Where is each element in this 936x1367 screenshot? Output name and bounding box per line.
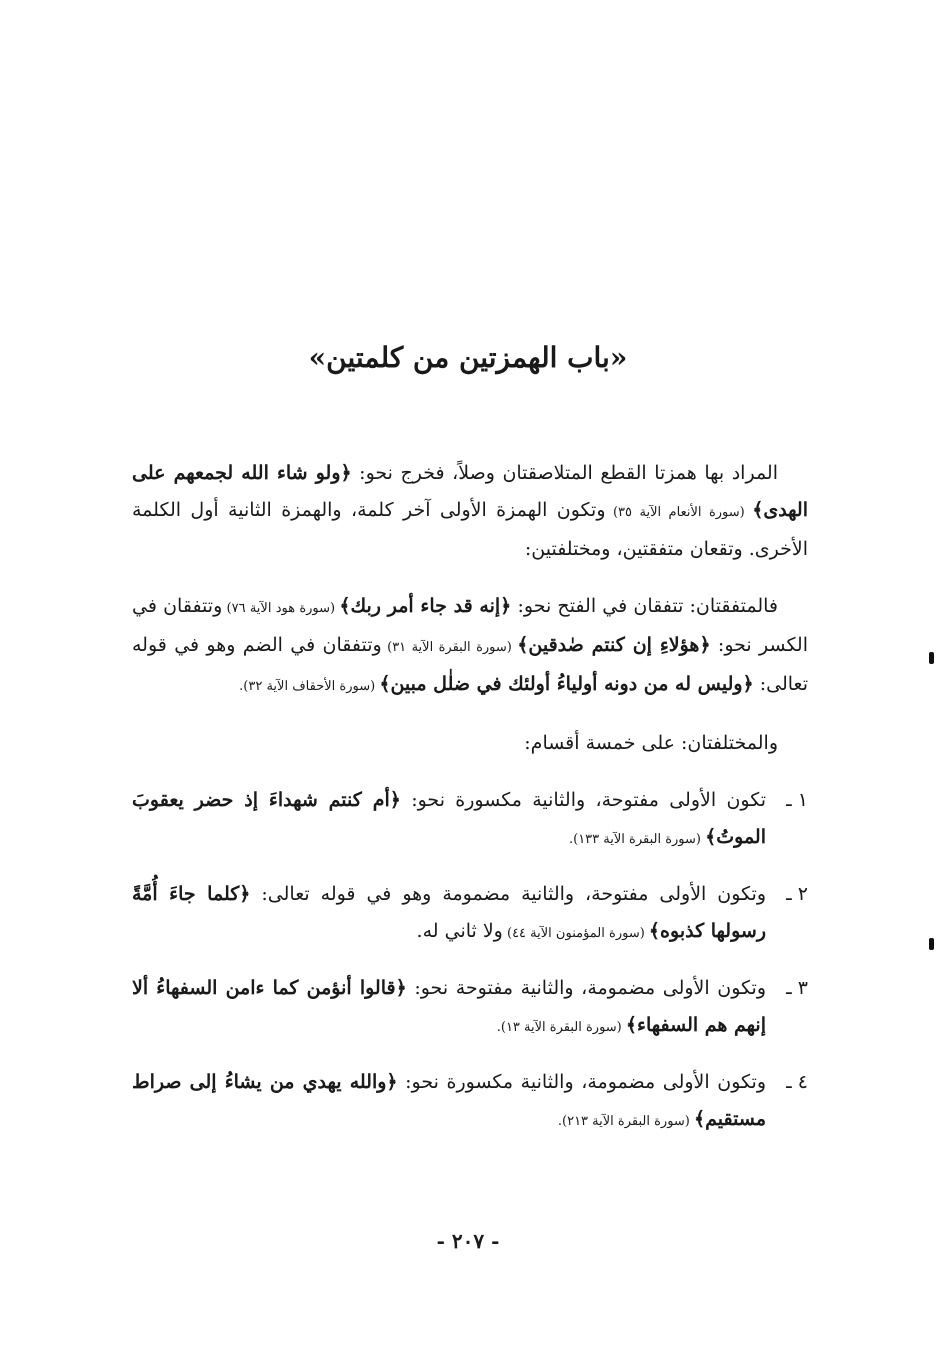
- text-span: وتتفقان في الضم وهو في قوله تعالى:: [132, 634, 808, 695]
- text-span: فالمتفقتان: تتفقان في الفتح نحو:: [511, 595, 779, 617]
- item-text: [132, 782, 766, 858]
- item-number: ١ ـ: [786, 789, 808, 811]
- quran-quote: ﴿إنه قد جاء أمر ربك﴾: [339, 595, 512, 617]
- agreeing-paragraph: [132, 588, 808, 705]
- differing-heading: والمختلفتان: على خمسة أقسام:: [524, 732, 778, 754]
- list-item: [132, 782, 808, 858]
- list-item: [132, 1064, 808, 1140]
- list-item: [132, 970, 808, 1046]
- verse-reference: (سورة الأحقاف الآية ٣٢).: [239, 679, 380, 694]
- text-span: ولا ثاني له.: [416, 920, 503, 942]
- text-span: وتكون الأولى مضمومة، والثانية مفتوحة نحو:: [406, 977, 766, 999]
- quran-quote: ﴿أم كنتم شهداءَ إذ حضر يعقوبَ الموتُ﴾: [132, 789, 766, 848]
- verse-reference: (سورة البقرة الآية ٢١٣).: [557, 1114, 695, 1129]
- quran-quote: ﴿كلما جاءَ أُمَّةً رسولها كذبوه﴾: [132, 883, 766, 942]
- quran-quote: ﴿والله يهدي من يشاءُ إلى صراط مستقيم﴾: [132, 1071, 766, 1130]
- text-span: وتكون الأولى مضمومة، والثانية مكسورة نحو:: [397, 1071, 766, 1093]
- text-span: المراد بها همزتا القطع المتلاصقتان وصلاً، فخرج نحو:: [351, 462, 778, 484]
- quran-quote: ﴿ولو شاء الله لجمعهم على الهدى﴾: [132, 462, 808, 521]
- item-text: [132, 1064, 766, 1140]
- list-item: [132, 876, 808, 952]
- item-text: [132, 876, 766, 952]
- item-text: [132, 970, 766, 1046]
- quran-quote: ﴿وليس له من دونه أولياءُ أولئك في ضلٰل مبين﴾: [379, 673, 754, 695]
- page-number: - ٢٠٧ -: [436, 1229, 500, 1253]
- verse-reference: (سورة المؤمنون الآية ٤٤): [502, 926, 649, 941]
- quran-quote: ﴿قالوا أنؤمن كما ءامن السفهاءُ ألا إنهم هم السفهاء﴾: [132, 977, 766, 1036]
- text-span: تكون الأولى مفتوحة، والثانية مكسورة نحو:: [400, 789, 766, 811]
- verse-reference: (سورة البقرة الآية ٣١): [381, 640, 518, 655]
- item-number: ٢ ـ: [786, 883, 808, 905]
- quran-quote: ﴿هؤلاءِ إن كنتم صٰدقين﴾: [517, 634, 711, 656]
- body-text: [132, 455, 808, 1158]
- margin-mark: [929, 652, 934, 664]
- text-span: وتكون الهمزة الأولى آخر كلمة، والهمزة الثانية أول الكلمة الأخرى. وتقعان متفقتين، ومختلفتين:: [132, 499, 808, 560]
- verse-reference: (سورة الأنعام الآية ٣٥): [605, 505, 753, 520]
- item-number: ٣ ـ: [786, 977, 808, 999]
- verse-reference: (سورة هود الآية ٧٦): [222, 601, 340, 616]
- text-span: وتكون الأولى مفتوحة، والثانية مضمومة وهو في قوله تعالى:: [250, 883, 766, 905]
- verse-reference: (سورة البقرة الآية ١٣).: [496, 1020, 626, 1035]
- intro-paragraph: [132, 455, 808, 568]
- page-title: «باب الهمزتين من كلمتين»: [308, 341, 628, 374]
- item-number: ٤ ـ: [786, 1071, 808, 1093]
- text-span: وتتفقان في الكسر نحو:: [132, 595, 808, 656]
- margin-mark: [929, 938, 934, 950]
- verse-reference: (سورة البقرة الآية ١٣٣).: [568, 832, 706, 847]
